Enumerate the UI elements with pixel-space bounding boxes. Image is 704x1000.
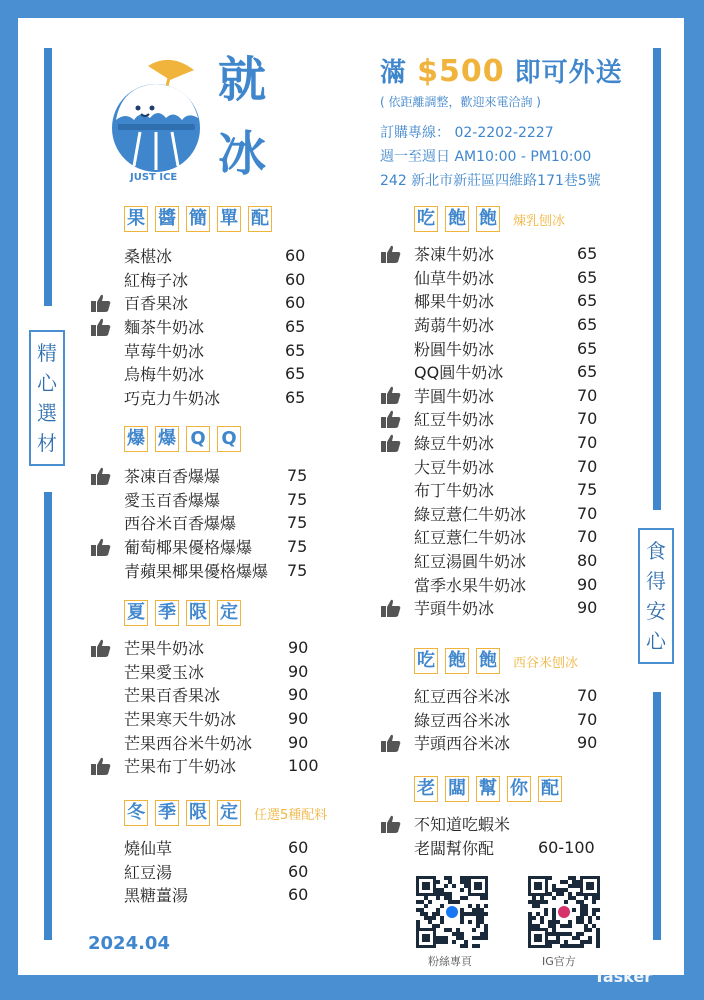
item-price: 65 bbox=[285, 387, 306, 407]
thumbs-up-icon bbox=[380, 385, 402, 405]
item-name: 西谷米百香爆爆 bbox=[124, 514, 237, 534]
item-name: 椰果牛奶冰 bbox=[414, 292, 495, 312]
right-top-bar bbox=[653, 48, 661, 510]
thumbs-up-icon bbox=[90, 317, 112, 337]
menu-item bbox=[414, 708, 614, 732]
section-title bbox=[124, 206, 324, 232]
item-name: 黑糖薑湯 bbox=[124, 886, 189, 906]
item-name: 芋頭西谷米冰 bbox=[414, 734, 511, 754]
menu-item bbox=[414, 525, 614, 549]
menu-item bbox=[414, 812, 614, 836]
item-name: 老闆幫你配 bbox=[414, 838, 495, 858]
menu-item bbox=[124, 558, 324, 582]
item-price: 70 bbox=[577, 385, 598, 405]
item-price: 75 bbox=[287, 489, 308, 509]
item-price: 60 bbox=[288, 885, 309, 905]
item-price: 65 bbox=[577, 315, 598, 335]
item-price: 75 bbox=[287, 537, 308, 557]
menu-item bbox=[414, 454, 614, 478]
hours-line: 週一至週日 AM10:00 - PM10:00 bbox=[380, 149, 592, 165]
item-price: 70 bbox=[577, 456, 598, 476]
item-name: 布丁牛奶冰 bbox=[414, 481, 495, 501]
menu-item bbox=[414, 731, 614, 755]
item-name: 紅豆湯 bbox=[124, 862, 173, 882]
item-name: 燒仙草 bbox=[124, 839, 173, 859]
menu-item bbox=[124, 754, 324, 778]
menu-item bbox=[124, 511, 324, 535]
thumbs-up-icon bbox=[90, 638, 112, 658]
item-price: 90 bbox=[577, 733, 598, 753]
menu-item bbox=[124, 464, 324, 488]
item-name: 麵茶牛奶冰 bbox=[124, 318, 205, 338]
title-char: 飽 bbox=[476, 648, 500, 674]
title-char: 飽 bbox=[476, 206, 500, 232]
section-subtitle: 任選5種配料 bbox=[254, 807, 328, 823]
thumbs-up-icon bbox=[380, 598, 402, 618]
item-price: 75 bbox=[287, 513, 308, 533]
item-price: 100 bbox=[288, 756, 319, 776]
item-name: 芋頭牛奶冰 bbox=[414, 599, 495, 619]
thumbs-up-icon bbox=[90, 293, 112, 313]
item-name: 芒果布丁牛奶冰 bbox=[124, 757, 237, 777]
title-char: 定 bbox=[217, 800, 241, 826]
left-bottom-bar bbox=[44, 492, 52, 940]
item-name: 芒果愛玉冰 bbox=[124, 662, 205, 682]
menu-item bbox=[124, 883, 344, 907]
title-char: 限 bbox=[186, 600, 210, 626]
item-price: 60 bbox=[285, 246, 306, 266]
item-price: 65 bbox=[577, 244, 598, 264]
promo-amount: $500 bbox=[417, 54, 505, 89]
thumbs-up-icon bbox=[380, 814, 402, 834]
menu-item bbox=[414, 384, 614, 408]
item-name: 綠豆薏仁牛奶冰 bbox=[414, 504, 527, 524]
menu-item bbox=[414, 596, 614, 620]
item-price: 65 bbox=[285, 364, 306, 384]
item-price: 65 bbox=[285, 340, 306, 360]
promo-post: 即可外送 bbox=[514, 58, 623, 88]
item-name: 芒果百香果冰 bbox=[124, 686, 221, 706]
thumbs-up-icon bbox=[380, 733, 402, 753]
menu-item bbox=[124, 338, 324, 362]
item-name: 茶凍牛奶冰 bbox=[414, 245, 495, 265]
section-title bbox=[124, 600, 324, 626]
menu-item bbox=[124, 488, 324, 512]
menu-item bbox=[414, 836, 614, 860]
title-char: 爆 bbox=[155, 426, 179, 452]
section-title bbox=[414, 776, 614, 802]
item-price: 75 bbox=[287, 560, 308, 580]
delivery-promo bbox=[380, 52, 623, 190]
section-subtitle: 西谷米刨冰 bbox=[513, 655, 579, 671]
menu-item bbox=[124, 535, 324, 559]
title-char: 配 bbox=[248, 206, 272, 232]
item-price: 65 bbox=[577, 267, 598, 287]
title-char: 吃 bbox=[414, 648, 438, 674]
item-name: 青蘋果椰果優格爆爆 bbox=[124, 561, 269, 581]
item-name: 烏梅牛奶冰 bbox=[124, 365, 205, 385]
menu-item bbox=[124, 660, 324, 684]
item-price: 90 bbox=[288, 685, 309, 705]
item-name: 紅豆薏仁牛奶冰 bbox=[414, 528, 527, 548]
thumbs-up-icon bbox=[90, 756, 112, 776]
title-char: Q bbox=[186, 426, 210, 452]
menu-item bbox=[124, 362, 324, 386]
phone-line: 訂購專線： 02-2202-2227 bbox=[380, 125, 554, 141]
brand-name-line2: 冰 bbox=[218, 126, 269, 182]
item-name: 蒟蒻牛奶冰 bbox=[414, 316, 495, 336]
promo-note: ( 依距離調整，歡迎來電洽詢 ) bbox=[380, 95, 541, 109]
menu-item bbox=[124, 315, 324, 339]
thumbs-up-icon bbox=[380, 433, 402, 453]
title-char: 果 bbox=[124, 206, 148, 232]
section-winter bbox=[124, 800, 344, 907]
item-price: 70 bbox=[577, 433, 598, 453]
section-subtitle: 煉乳刨冰 bbox=[513, 213, 566, 229]
menu-item bbox=[414, 336, 614, 360]
title-char: 醬 bbox=[155, 206, 179, 232]
title-char: 定 bbox=[217, 600, 241, 626]
item-price: 60 bbox=[288, 861, 309, 881]
section-title bbox=[124, 800, 344, 826]
item-price: 70 bbox=[577, 686, 598, 706]
section-boss bbox=[414, 776, 614, 859]
item-price: 70 bbox=[577, 503, 598, 523]
item-name: 百香果冰 bbox=[124, 294, 189, 314]
section-condensed bbox=[414, 206, 614, 620]
menu-item bbox=[124, 244, 324, 268]
item-name: 芒果牛奶冰 bbox=[124, 639, 205, 659]
menu-item bbox=[414, 478, 614, 502]
fb-qr-code[interactable] bbox=[416, 876, 488, 948]
item-name: 紅豆牛奶冰 bbox=[414, 410, 495, 430]
item-price: 60 bbox=[285, 269, 306, 289]
menu-item bbox=[414, 431, 614, 455]
item-name: 芒果西谷米牛奶冰 bbox=[124, 733, 253, 753]
thumbs-up-icon bbox=[380, 244, 402, 264]
title-char: 季 bbox=[155, 800, 179, 826]
menu-item bbox=[414, 360, 614, 384]
menu-date: 2024.04 bbox=[88, 933, 170, 954]
item-price: 60-100 bbox=[538, 837, 595, 857]
logo-caption: JUST ICE bbox=[130, 172, 178, 183]
section-sago bbox=[414, 648, 614, 755]
item-price: 75 bbox=[577, 480, 598, 500]
title-char: 老 bbox=[414, 776, 438, 802]
menu-item bbox=[414, 242, 614, 266]
ig-qr-code[interactable] bbox=[528, 876, 600, 948]
item-price: 90 bbox=[288, 661, 309, 681]
menu-item bbox=[124, 268, 324, 292]
menu-item bbox=[124, 730, 324, 754]
item-price: 65 bbox=[577, 338, 598, 358]
item-name: 芋圓牛奶冰 bbox=[414, 386, 495, 406]
title-char: 配 bbox=[538, 776, 562, 802]
side-label-right: 食 得 安 心 bbox=[638, 528, 674, 664]
item-name: 紅豆西谷米冰 bbox=[414, 687, 511, 707]
item-name: 愛玉百香爆爆 bbox=[124, 490, 221, 510]
menu-item bbox=[124, 836, 344, 860]
item-price: 70 bbox=[577, 709, 598, 729]
title-char: 你 bbox=[507, 776, 531, 802]
title-char: 夏 bbox=[124, 600, 148, 626]
fb-qr-caption: 粉絲專頁 bbox=[428, 955, 472, 968]
promo-pre: 滿 bbox=[380, 58, 408, 88]
title-char: 幫 bbox=[476, 776, 500, 802]
item-price: 60 bbox=[288, 838, 309, 858]
item-price: 90 bbox=[288, 638, 309, 658]
menu-item bbox=[124, 291, 324, 315]
title-char: 闆 bbox=[445, 776, 469, 802]
item-name: 綠豆西谷米冰 bbox=[414, 710, 511, 730]
title-char: 單 bbox=[217, 206, 241, 232]
address-line: 242 新北市新莊區四維路171巷5號 bbox=[380, 173, 601, 189]
item-price: 70 bbox=[577, 409, 598, 429]
title-char: 爆 bbox=[124, 426, 148, 452]
item-name: 草莓牛奶冰 bbox=[124, 341, 205, 361]
thumbs-up-icon bbox=[90, 466, 112, 486]
item-name: 綠豆牛奶冰 bbox=[414, 434, 495, 454]
title-char: 簡 bbox=[186, 206, 210, 232]
item-name: 仙草牛奶冰 bbox=[414, 268, 495, 288]
menu-item bbox=[414, 684, 614, 708]
item-name: 芒果寒天牛奶冰 bbox=[124, 710, 237, 730]
side-label-left: 精 心 選 材 bbox=[29, 330, 65, 466]
thumbs-up-icon bbox=[380, 409, 402, 429]
item-price: 90 bbox=[288, 732, 309, 752]
item-name: 紅豆湯圓牛奶冰 bbox=[414, 552, 527, 572]
item-price: 65 bbox=[577, 362, 598, 382]
item-price: 70 bbox=[577, 527, 598, 547]
item-price: 75 bbox=[287, 466, 308, 486]
item-name: 粉圓牛奶冰 bbox=[414, 339, 495, 359]
shaved-ice-logo bbox=[108, 58, 208, 192]
menu-item bbox=[124, 860, 344, 884]
title-char: Q bbox=[217, 426, 241, 452]
section-title bbox=[414, 648, 614, 674]
menu-item bbox=[414, 502, 614, 526]
title-char: 季 bbox=[155, 600, 179, 626]
tasker-watermark: Tasker bbox=[594, 967, 653, 986]
menu-item bbox=[414, 407, 614, 431]
item-price: 90 bbox=[577, 598, 598, 618]
section-pop bbox=[124, 426, 324, 582]
item-name: 桑椹冰 bbox=[124, 247, 173, 267]
menu-item bbox=[414, 549, 614, 573]
item-price: 65 bbox=[577, 291, 598, 311]
item-name: 當季水果牛奶冰 bbox=[414, 575, 527, 595]
section-title bbox=[124, 426, 324, 452]
thumbs-up-icon bbox=[90, 537, 112, 557]
item-price: 60 bbox=[285, 293, 306, 313]
title-char: 吃 bbox=[414, 206, 438, 232]
item-name: 大豆牛奶冰 bbox=[414, 457, 495, 477]
menu-item bbox=[124, 707, 324, 731]
item-name: 茶凍百香爆爆 bbox=[124, 467, 221, 487]
brand-name-line1: 就 bbox=[218, 52, 269, 108]
item-price: 80 bbox=[577, 551, 598, 571]
menu-item bbox=[414, 313, 614, 337]
menu-item bbox=[124, 386, 324, 410]
item-name: 不知道吃蝦米 bbox=[414, 815, 511, 835]
item-name: QQ圓牛奶冰 bbox=[414, 363, 504, 383]
right-bottom-bar bbox=[653, 692, 661, 940]
menu-item bbox=[124, 683, 324, 707]
section-title bbox=[414, 206, 614, 232]
item-name: 紅梅子冰 bbox=[124, 270, 189, 290]
item-price: 65 bbox=[285, 317, 306, 337]
title-char: 飽 bbox=[445, 648, 469, 674]
menu-item bbox=[414, 266, 614, 290]
title-char: 限 bbox=[186, 800, 210, 826]
item-price: 90 bbox=[577, 574, 598, 594]
section-summer bbox=[124, 600, 324, 778]
menu-item bbox=[414, 289, 614, 313]
ig-qr-caption: IG官方 bbox=[542, 955, 576, 968]
menu-item bbox=[414, 572, 614, 596]
left-top-bar bbox=[44, 48, 52, 306]
menu-item bbox=[124, 636, 324, 660]
item-name: 葡萄椰果優格爆爆 bbox=[124, 538, 253, 558]
title-char: 冬 bbox=[124, 800, 148, 826]
item-price: 90 bbox=[288, 709, 309, 729]
section-jam bbox=[124, 206, 324, 409]
title-char: 飽 bbox=[445, 206, 469, 232]
item-name: 巧克力牛奶冰 bbox=[124, 388, 221, 408]
